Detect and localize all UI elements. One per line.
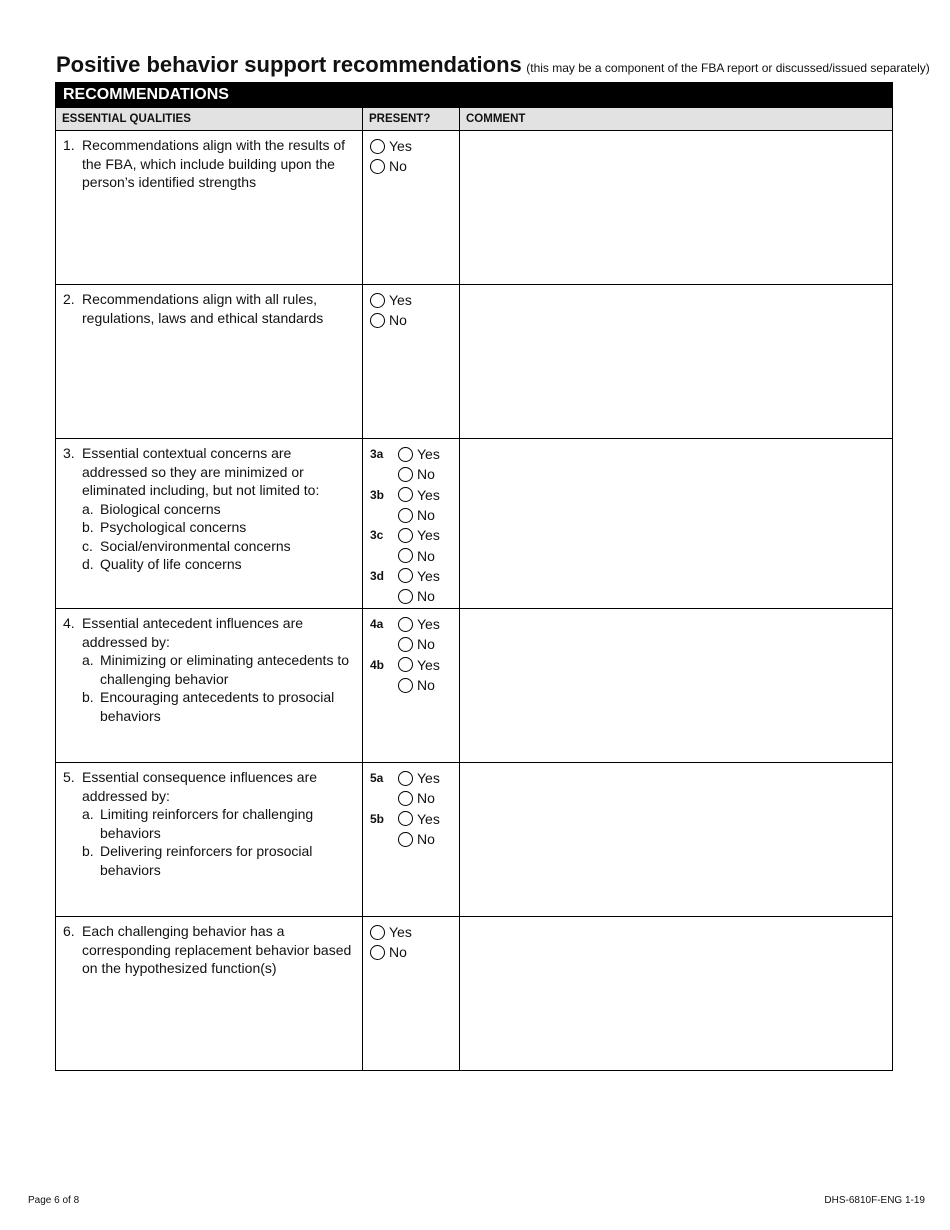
option-item-tag: 3d <box>370 568 385 583</box>
comment-field[interactable] <box>460 131 892 284</box>
radio-button[interactable] <box>370 293 385 308</box>
radio-button[interactable] <box>398 447 413 462</box>
table-row <box>56 438 892 608</box>
quality-statement <box>63 922 356 978</box>
option-item-tag: 3c <box>370 528 384 543</box>
radio-label: No <box>417 547 435 564</box>
quality-statement <box>63 290 356 327</box>
present-option-yes[interactable] <box>370 525 459 545</box>
present-option-no[interactable] <box>370 675 459 695</box>
essential-quality-cell <box>56 439 363 608</box>
quality-number: 2. <box>63 291 75 307</box>
radio-button[interactable] <box>398 589 413 604</box>
quality-subitem <box>63 500 356 519</box>
option-item-tag: 5a <box>370 771 384 786</box>
present-option-no[interactable] <box>370 156 459 176</box>
present-option-no[interactable] <box>370 310 459 330</box>
quality-subitem <box>63 537 356 556</box>
present-option-no[interactable] <box>370 545 459 565</box>
quality-subitem <box>63 518 356 537</box>
option-item-tag: 4a <box>370 617 384 632</box>
radio-button[interactable] <box>398 771 413 786</box>
radio-label: No <box>417 588 435 605</box>
radio-button[interactable] <box>398 508 413 523</box>
subitem-text: Social/environmental concerns <box>100 537 291 554</box>
quality-subitem <box>63 555 356 574</box>
subitem-letter: a. <box>82 500 94 517</box>
essential-quality-cell <box>56 763 363 916</box>
present-cell <box>363 439 460 608</box>
quality-text: Recommendations align with the results of the FBA, which include building upon the person’s identified strengths <box>82 137 346 190</box>
quality-subitem <box>63 805 356 842</box>
radio-button[interactable] <box>370 313 385 328</box>
option-item-tag: 3b <box>370 487 385 502</box>
table-row <box>56 916 892 1070</box>
comment-field[interactable] <box>460 285 892 438</box>
subitem-text: Minimizing or eliminating antecedents to challenging behavior <box>100 652 350 687</box>
subitem-letter: d. <box>82 556 94 572</box>
comment-field[interactable] <box>460 439 892 608</box>
radio-button[interactable] <box>370 945 385 960</box>
subitem-text: Biological concerns <box>100 500 221 517</box>
present-option-yes[interactable] <box>370 136 459 156</box>
subitem-text: Psychological concerns <box>100 519 247 535</box>
quality-number: 6. <box>63 923 75 939</box>
page-number: Page 6 of 8 <box>28 1195 80 1206</box>
subitem-text: Quality of life concerns <box>100 556 242 572</box>
subitem-letter: b. <box>82 519 94 535</box>
quality-subitem <box>63 842 356 879</box>
essential-quality-cell <box>56 917 363 1070</box>
present-option-no[interactable] <box>370 788 459 808</box>
column-headers <box>56 107 892 130</box>
radio-label: No <box>417 790 435 807</box>
title-subtitle: (this may be a component of the FBA report or discussed/issued separately) <box>526 61 930 75</box>
page-title <box>56 52 930 78</box>
table-row <box>56 284 892 438</box>
radio-button[interactable] <box>398 568 413 583</box>
table-row <box>56 762 892 916</box>
radio-label: No <box>389 158 407 175</box>
section-header: RECOMMENDATIONS <box>56 83 892 107</box>
essential-quality-cell <box>56 609 363 762</box>
radio-label: Yes <box>417 810 440 827</box>
radio-label: No <box>417 831 435 848</box>
quality-subitem <box>63 688 356 725</box>
present-cell <box>363 131 460 284</box>
option-item-tag: 4b <box>370 657 385 672</box>
option-item-tag: 3a <box>370 447 384 462</box>
present-cell <box>363 763 460 916</box>
subitem-letter: b. <box>82 689 94 705</box>
radio-label: Yes <box>389 138 412 155</box>
quality-statement <box>63 444 356 500</box>
option-item-tag: 5b <box>370 811 385 826</box>
radio-label: Yes <box>417 527 440 544</box>
radio-label: Yes <box>417 567 440 584</box>
table-body <box>56 130 892 1070</box>
title-main: Positive behavior support recommendations <box>56 52 522 77</box>
quality-statement <box>63 768 356 805</box>
present-option-yes[interactable] <box>370 768 459 788</box>
radio-button[interactable] <box>370 139 385 154</box>
radio-label: Yes <box>417 616 440 633</box>
essential-quality-cell <box>56 285 363 438</box>
radio-button[interactable] <box>370 925 385 940</box>
present-option-yes[interactable] <box>370 655 459 675</box>
table-row <box>56 130 892 284</box>
subitem-letter: a. <box>82 652 94 668</box>
present-cell <box>363 917 460 1070</box>
present-option-yes[interactable] <box>370 485 459 505</box>
column-header-present: PRESENT? <box>363 108 460 130</box>
quality-text: Essential antecedent influences are addressed by: <box>82 615 304 650</box>
subitem-letter: a. <box>82 806 94 822</box>
subitem-letter: c. <box>82 537 93 554</box>
radio-button[interactable] <box>370 159 385 174</box>
radio-label: Yes <box>417 446 440 463</box>
recommendations-table <box>55 82 893 1071</box>
essential-quality-cell <box>56 131 363 284</box>
radio-label: Yes <box>417 656 440 673</box>
quality-number: 3. <box>63 445 75 461</box>
comment-field[interactable] <box>460 763 892 916</box>
subitem-text: Delivering reinforcers for prosocial behaviors <box>100 843 313 878</box>
column-header-comment: COMMENT <box>466 113 526 125</box>
present-option-no[interactable] <box>370 586 459 606</box>
radio-button[interactable] <box>398 617 413 632</box>
present-option-no[interactable] <box>370 634 459 654</box>
subitem-letter: b. <box>82 843 94 859</box>
radio-button[interactable] <box>398 637 413 652</box>
radio-label: No <box>417 636 435 653</box>
present-option-no[interactable] <box>370 505 459 525</box>
comment-field[interactable] <box>460 609 892 762</box>
radio-label: No <box>389 944 407 961</box>
quality-number: 4. <box>63 615 75 631</box>
quality-subitem <box>63 651 356 688</box>
radio-button[interactable] <box>398 657 413 672</box>
quality-statement <box>63 136 356 192</box>
present-option-no[interactable] <box>370 464 459 484</box>
present-option-yes[interactable] <box>370 290 459 310</box>
present-option-yes[interactable] <box>370 809 459 829</box>
radio-button[interactable] <box>398 832 413 847</box>
present-option-yes[interactable] <box>370 444 459 464</box>
comment-field[interactable] <box>460 917 892 1070</box>
subitem-text: Encouraging antecedents to prosocial behaviors <box>100 689 335 724</box>
radio-label: No <box>417 507 435 524</box>
quality-number: 1. <box>63 137 75 153</box>
radio-button[interactable] <box>398 528 413 543</box>
present-option-no[interactable] <box>370 942 459 962</box>
quality-text: Each challenging behavior has a corresponding replacement behavior based on the hypothesized function(s) <box>82 923 352 976</box>
radio-button[interactable] <box>398 467 413 482</box>
radio-label: Yes <box>417 486 440 503</box>
radio-label: No <box>417 677 435 694</box>
quality-number: 5. <box>63 769 75 785</box>
present-cell <box>363 285 460 438</box>
present-option-yes[interactable] <box>370 922 459 942</box>
present-cell <box>363 609 460 762</box>
radio-button[interactable] <box>398 791 413 806</box>
quality-text: Essential contextual concerns are addressed so they are minimized or eliminated including, but not limited to: <box>82 445 320 498</box>
radio-button[interactable] <box>398 487 413 502</box>
quality-text: Recommendations align with all rules, regulations, laws and ethical standards <box>82 291 324 326</box>
radio-button[interactable] <box>398 811 413 826</box>
radio-label: No <box>389 312 407 329</box>
radio-label: No <box>417 466 435 483</box>
radio-button[interactable] <box>398 678 413 693</box>
present-option-no[interactable] <box>370 829 459 849</box>
table-row <box>56 608 892 762</box>
subitem-text: Limiting reinforcers for challenging behaviors <box>100 806 314 841</box>
column-header-essential-qualities: ESSENTIAL QUALITIES <box>56 108 363 130</box>
radio-label: Yes <box>389 924 412 941</box>
quality-text: Essential consequence influences are addressed by: <box>82 769 318 804</box>
radio-label: Yes <box>417 770 440 787</box>
form-id: DHS-6810F-ENG 1-19 <box>824 1195 925 1206</box>
radio-button[interactable] <box>398 548 413 563</box>
quality-statement <box>63 614 356 651</box>
present-option-yes[interactable] <box>370 614 459 634</box>
present-option-yes[interactable] <box>370 566 459 586</box>
radio-label: Yes <box>389 292 412 309</box>
